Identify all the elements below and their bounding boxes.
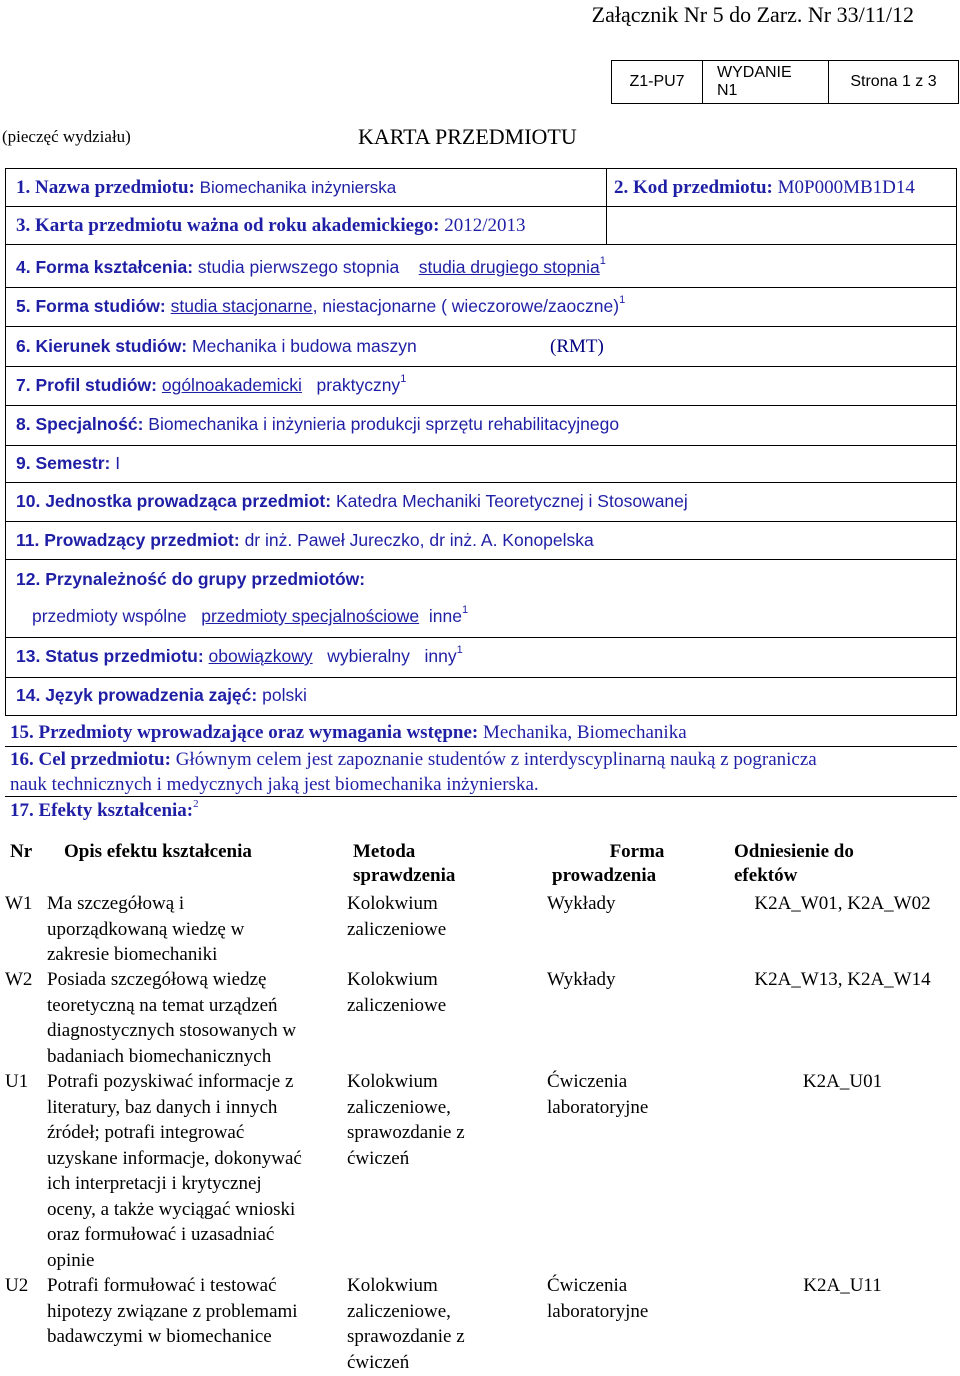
form-line: laboratoryjne [547,1096,649,1118]
header-line: Odniesienie do [734,841,854,862]
verification-method [347,967,547,1018]
doc-page: Strona 1 z 3 [828,61,958,103]
divider [6,445,956,446]
field-study-mode [16,296,625,317]
form-line: Wykłady [547,969,616,990]
description-line: hipotezy związane z problemami [47,1300,298,1322]
field-value: 2012/2013 [444,215,526,236]
field-abbreviation: (RMT) [550,336,604,357]
field-label: 17. Efekty kształcenia: [10,800,194,821]
doc-title: KARTA PRZEDMIOTU [358,124,577,149]
option-full-time: studia stacjonarne [170,296,313,316]
field-course-group [16,569,365,590]
field-language [16,685,307,706]
field-label: 13. Status przedmiotu: [16,646,204,666]
column-header-method [353,840,455,888]
faculty-stamp: (pieczęć wydziału) [2,127,131,146]
divider [6,637,956,638]
annex-reference: Załącznik Nr 5 do Zarz. Nr 33/11/12 [591,2,914,27]
divider [606,169,607,206]
divider [5,746,957,747]
description-line: Ma szczegółową i [47,893,185,914]
teaching-form [547,891,727,917]
method-line: Kolokwium [347,1071,438,1092]
field-value: dr inż. Paweł Jureczko, dr inż. A. Konopelska [244,530,594,550]
field-education-form [16,257,606,278]
option-elective: wybieralny [327,646,410,666]
field-field-of-study [16,336,604,357]
footnote-mark: 1 [619,294,626,306]
field-course-name [16,177,396,199]
teaching-form [547,1069,727,1120]
field-label: 6. Kierunek studiów: [16,336,188,356]
outcome-id: U1 [5,1071,29,1092]
field-label: 12. Przynależność do grupy przedmiotów: [16,569,366,589]
description-line: uporządkowaną wiedzę w [47,918,245,940]
outcome-description [47,1069,347,1273]
field-label: 3. Karta przedmiotu ważna od roku akademickiego: [16,215,440,236]
teaching-form [547,1273,727,1324]
field-course-goal [10,749,817,771]
field-value: Biomechanika i inżynieria produkcji sprzętu rehabilitacyjnego [148,414,620,434]
field-lecturer [16,530,594,551]
description-line: Potrafi formułować i testować [47,1275,277,1296]
field-prerequisites [10,722,687,744]
method-line: zaliczeniowe [347,918,447,940]
field-label: 8. Specjalność: [16,414,144,434]
field-label: 15. Przedmioty wprowadzające oraz wymagania wstępne: [10,722,479,743]
divider [6,206,956,207]
outcome-description [47,1273,347,1350]
field-value: Katedra Mechaniki Teoretycznej i Stosowanej [335,491,688,511]
method-line: sprawozdanie z [347,1122,465,1143]
outcome-id: W2 [5,969,33,990]
method-line: ćwiczeń [347,1147,410,1169]
field-semester [16,453,120,474]
field-label: 16. Cel przedmiotu: [10,749,171,770]
description-line: oraz formułować i uzasadniać [47,1224,275,1245]
divider [5,796,957,797]
option-other: inne [428,606,462,626]
header-line: efektów [734,865,798,886]
field-value: Biomechanika inżynierska [199,178,397,197]
option-first-degree: studia pierwszego stopnia [197,257,400,277]
doc-code: Z1-PU7 [629,73,685,90]
description-line: opinie [47,1249,95,1271]
field-valid-year [16,215,525,237]
field-value: M0P000MB1D14 [777,177,915,198]
method-line: sprawozdanie z [347,1326,465,1347]
field-study-profile [16,375,406,396]
method-line: zaliczeniowe [347,994,447,1016]
form-line: Ćwiczenia [547,1275,628,1296]
divider [6,244,956,245]
description-line: badaniach biomechanicznych [47,1045,272,1067]
field-value: I [115,453,121,473]
goal-text-line: Głównym celem jest zapoznanie studentów z interdyscyplinarną nauką z pogranicza [175,749,817,770]
field-value: polski [262,685,307,705]
description-line: diagnostycznych stosowanych w [47,1020,297,1041]
field-label: 10. Jednostka prowadząca przedmiot: [16,491,332,511]
divider [6,326,956,327]
description-line: oceny, a także wyciągać wnioski [47,1198,296,1220]
field-label: 4. Forma kształcenia: [16,257,194,277]
field-learning-outcomes [10,800,199,822]
divider [6,287,956,288]
description-line: ich interpretacji i krytycznej [47,1173,262,1194]
header-line: prowadzenia [552,865,657,886]
field-label: 5. Forma studiów: [16,296,166,316]
divider [6,405,956,406]
description-line: Potrafi pozyskiwać informacje z [47,1071,294,1092]
verification-method [347,1069,547,1171]
description-line: źródeł; potrafi integrować [47,1122,245,1143]
course-info-frame [5,168,957,716]
field-course-status [16,646,463,667]
description-line: Posiada szczegółową wiedzę [47,969,267,990]
method-line: Kolokwium [347,1275,438,1296]
footnote-mark: 1 [456,644,463,656]
option-second-degree: studia drugiego stopnia [418,257,600,277]
column-header-form [552,840,722,888]
field-label: 9. Semestr: [16,453,111,473]
field-value: Mechanika, Biomechanika [482,722,687,743]
footnote-mark: 1 [400,373,407,385]
field-label: 14. Język prowadzenia zajęć: [16,685,258,705]
option-general-academic: ogólnoakademicki [161,375,302,395]
goal-text-continuation: nauk technicznych i medycznych jaką jest biomechanika inżynierska. [10,774,539,795]
field-value: Mechanika i budowa maszyn [192,336,417,356]
document-id-box [611,60,959,104]
verification-method [347,891,547,942]
doc-edition: WYDANIE N1 [702,61,828,103]
divider [6,677,956,678]
method-line: zaliczeniowe, [347,1300,451,1322]
learning-outcomes-table [0,836,960,1376]
footnote-mark: 1 [599,255,606,267]
column-header-reference [734,840,854,888]
footnote-mark: 1 [461,604,469,616]
field-label: 7. Profil studiów: [16,375,157,395]
field-label: 1. Nazwa przedmiotu: [16,177,195,198]
divider [6,482,956,483]
outcome-id: W1 [5,893,33,914]
divider [6,521,956,522]
outcome-description [47,967,347,1069]
field-label: 11. Prowadzący przedmiot: [16,530,240,550]
field-specialization [16,414,619,435]
method-line: Kolokwium [347,969,438,990]
outcome-reference: K2A_W01, K2A_W02 [754,893,931,914]
option-specialization: przedmioty specjalnościowe [201,606,420,626]
field-label: 2. Kod przedmiotu: [614,177,773,198]
outcome-reference: K2A_U11 [803,1275,882,1296]
description-line: literatury, baz danych i innych [47,1096,278,1118]
outcome-reference: K2A_W13, K2A_W14 [754,969,931,990]
teaching-form [547,967,727,993]
column-header-description: Opis efektu kształcenia [64,841,252,862]
divider [606,206,607,244]
option-part-time: , niestacjonarne ( wieczorowe/zaoczne) [312,296,620,316]
verification-method [347,1273,547,1375]
divider [6,559,956,560]
method-line: Kolokwium [347,893,438,914]
description-line: teoretyczną na temat urządzeń [47,994,278,1016]
method-line: zaliczeniowe, [347,1096,451,1118]
form-line: Wykłady [547,893,616,914]
column-header-nr: Nr [10,841,33,862]
description-line: uzyskane informacje, dokonywać [47,1147,302,1169]
option-common: przedmioty wspólne [32,606,187,626]
outcome-reference: K2A_U01 [802,1071,883,1092]
field-teaching-unit [16,491,688,512]
footnote-mark: 2 [193,798,199,810]
form-line: laboratoryjne [547,1300,649,1322]
outcome-description [47,891,347,968]
course-group-options [32,606,468,627]
header-line: Metoda [353,841,416,862]
option-practical: praktyczny [316,375,401,395]
method-line: ćwiczeń [347,1351,410,1373]
field-course-code [614,177,915,199]
option-other-status: inny [424,646,457,666]
form-line: Ćwiczenia [547,1071,628,1092]
description-line: zakresie biomechaniki [47,944,218,965]
header-line: sprawdzenia [353,865,456,886]
description-line: badawczymi w biomechanice [47,1326,272,1347]
outcome-id: U2 [5,1275,29,1296]
option-mandatory: obowiązkowy [208,646,313,666]
header-line: Forma [609,841,665,862]
divider [6,366,956,367]
